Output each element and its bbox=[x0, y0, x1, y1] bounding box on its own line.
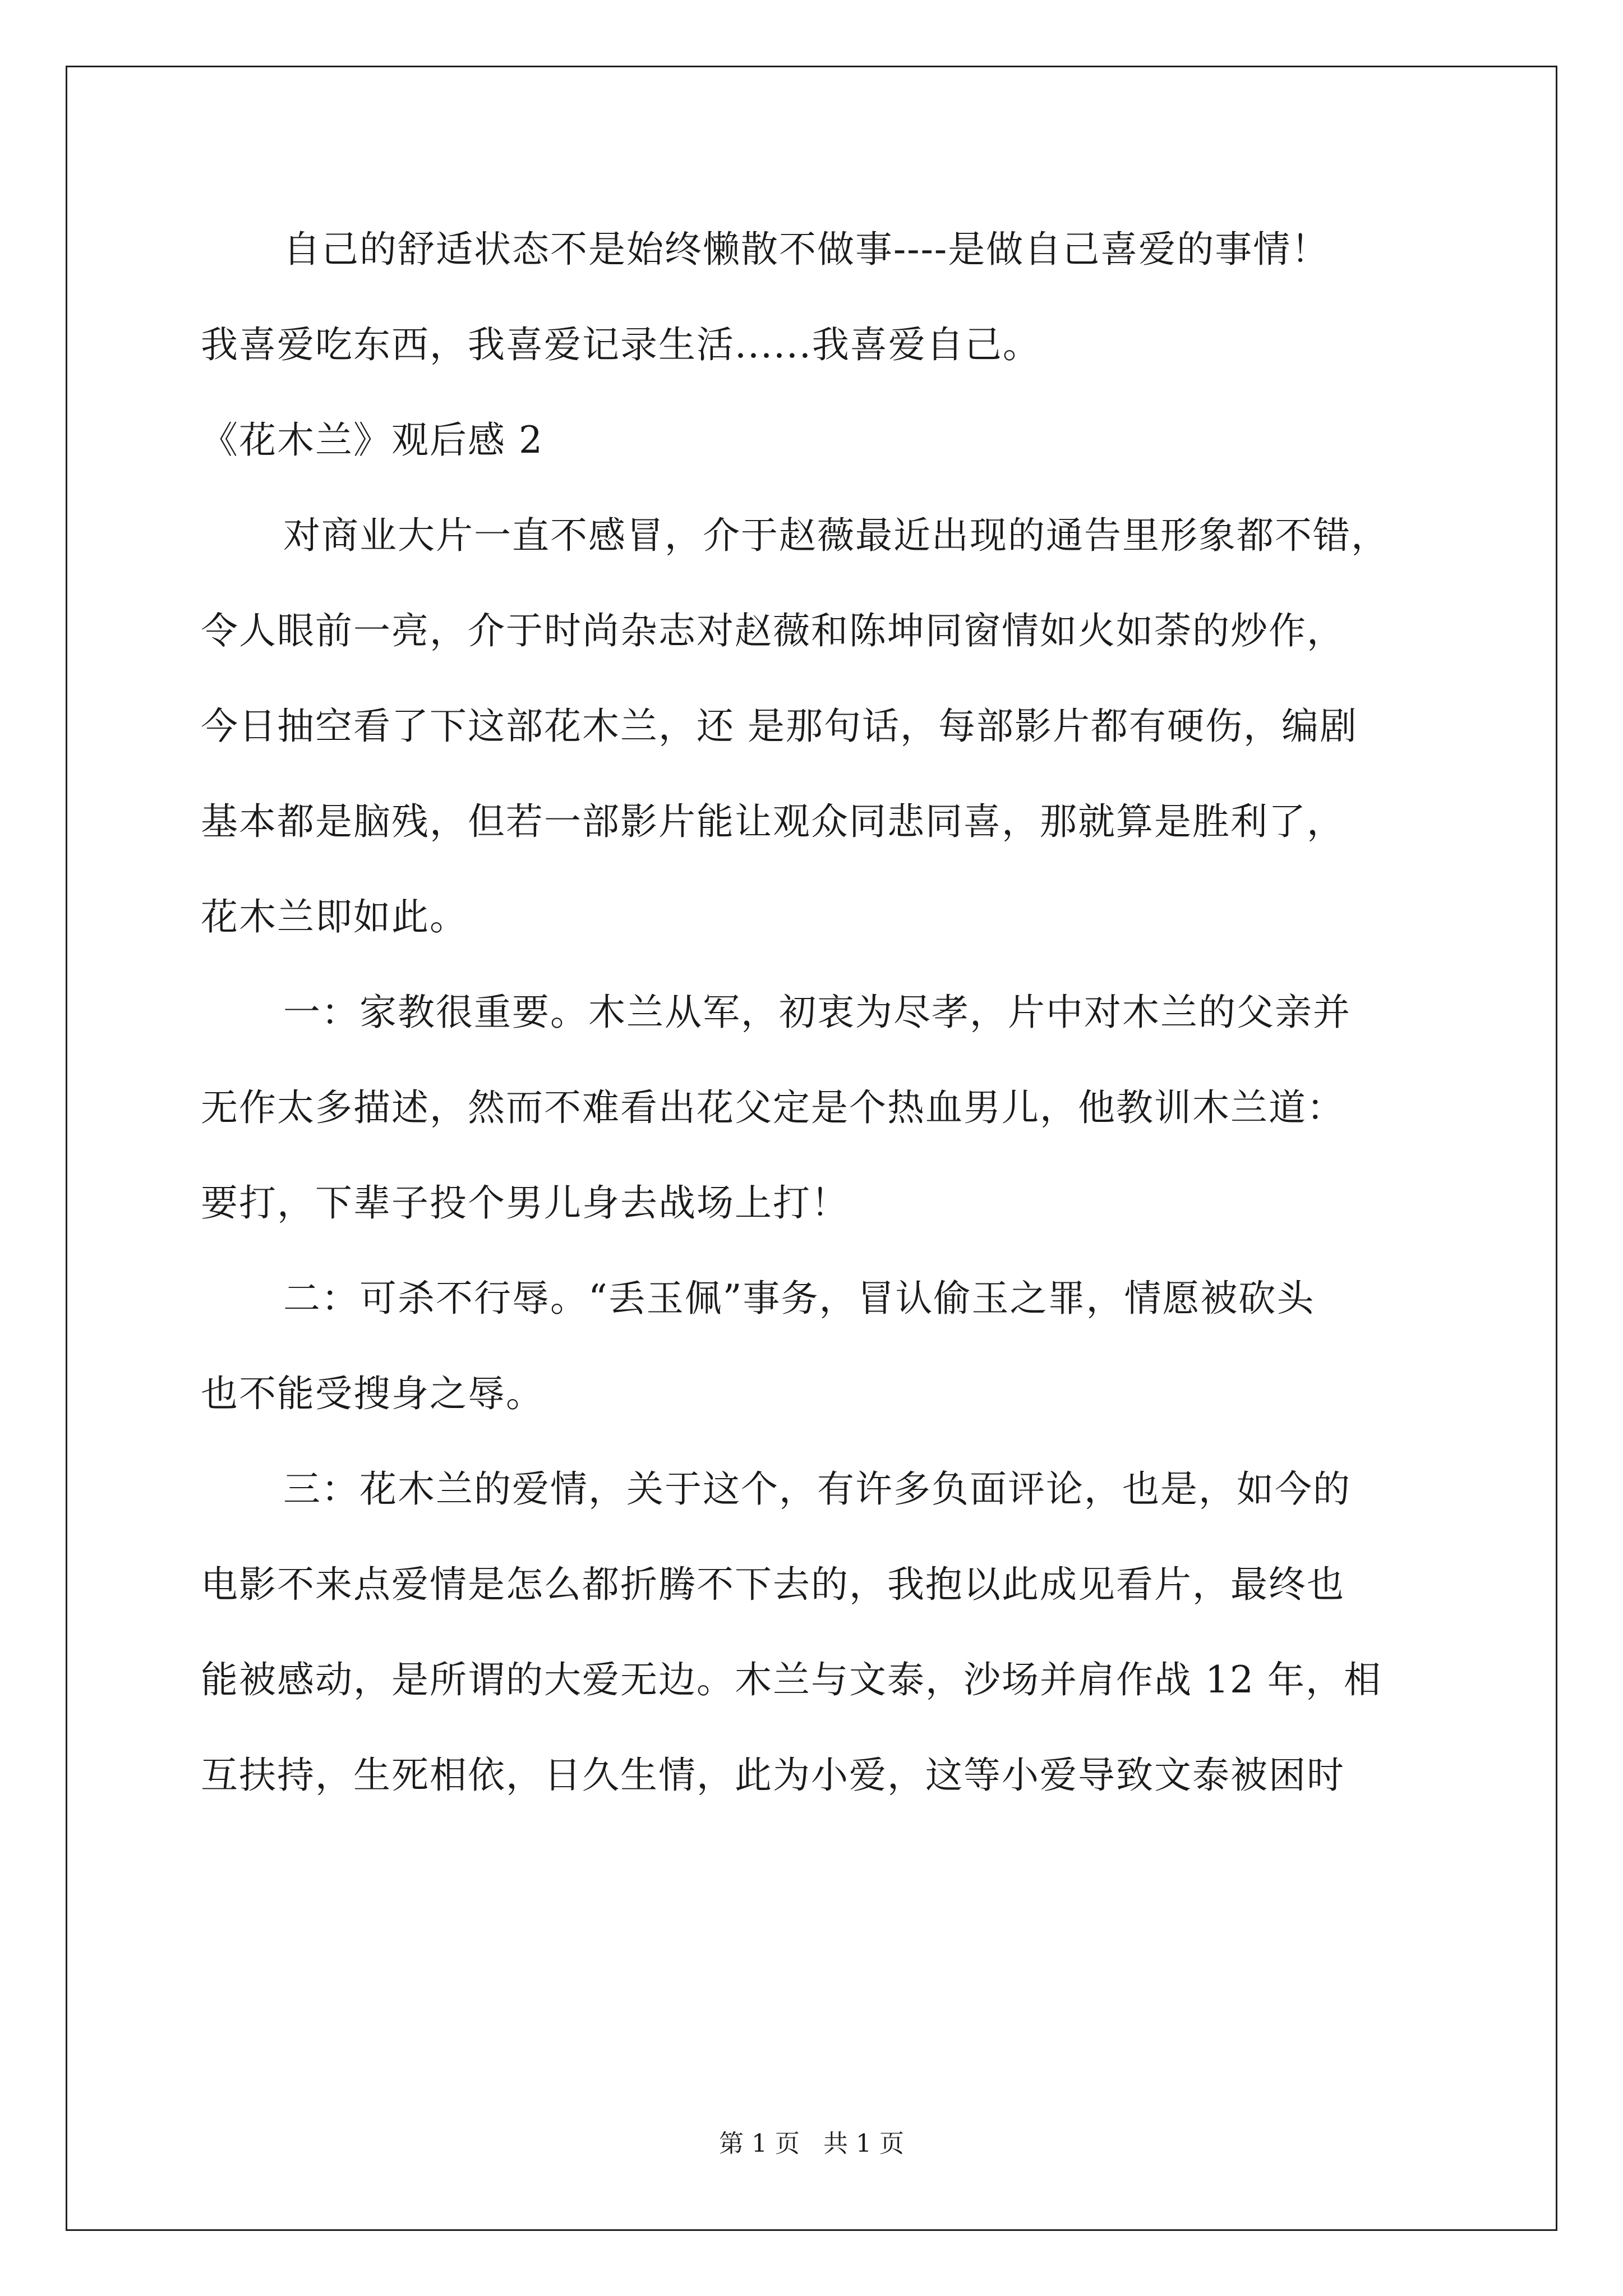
section-heading: 《花木兰》观后感 2 bbox=[201, 418, 543, 462]
text-line: 对商业大片一直不感冒，介于赵薇最近出现的通告里形象都不错， bbox=[283, 514, 1389, 557]
text-line: 令人眼前一亮，介于时尚杂志对赵薇和陈坤同窗情如火如荼的炒作， bbox=[201, 609, 1345, 652]
text-line: 三：花木兰的爱情，关于这个，有许多负面评论，也是，如今的 bbox=[283, 1467, 1351, 1511]
text-line: 要打，下辈子投个男儿身去战场上打！ bbox=[201, 1181, 849, 1225]
text-line: 自己的舒适状态不是始终懒散不做事----是做自己喜爱的事情！ bbox=[283, 228, 1330, 271]
text-line: 也不能受搜身之辱。 bbox=[201, 1372, 544, 1415]
page-border bbox=[66, 66, 1557, 2231]
text-line: 电影不来点爱情是怎么都折腾不下去的，我抱以此成见看片，最终也 bbox=[201, 1563, 1345, 1606]
text-line: 我喜爱吃东西，我喜爱记录生活......我喜爱自己。 bbox=[201, 323, 1041, 366]
page-number-footer: 第 1 页 共 1 页 bbox=[719, 2129, 904, 2158]
text-line: 一：家教很重要。木兰从军，初衷为尽孝，片中对木兰的父亲并 bbox=[283, 991, 1351, 1034]
text-line: 二：可杀不行辱。“丢玉佩”事务，冒认偷玉之罪，情愿被砍头 bbox=[283, 1277, 1315, 1320]
text-line: 能被感动，是所谓的大爱无边。木兰与文泰，沙场并肩作战 12 年，相 bbox=[201, 1658, 1382, 1701]
text-line: 花木兰即如此。 bbox=[201, 895, 468, 938]
text-line: 基本都是脑残，但若一部影片能让观众同悲同喜，那就算是胜利了， bbox=[201, 800, 1345, 843]
text-line: 无作太多描述，然而不难看出花父定是个热血男儿，他教训木兰道： bbox=[201, 1086, 1345, 1129]
text-line: 互扶持，生死相依，日久生情，此为小爱，这等小爱导致文泰被困时 bbox=[201, 1754, 1345, 1797]
text-line: 今日抽空看了下这部花木兰，还 是那句话，每部影片都有硬伤，编剧 bbox=[201, 705, 1358, 748]
